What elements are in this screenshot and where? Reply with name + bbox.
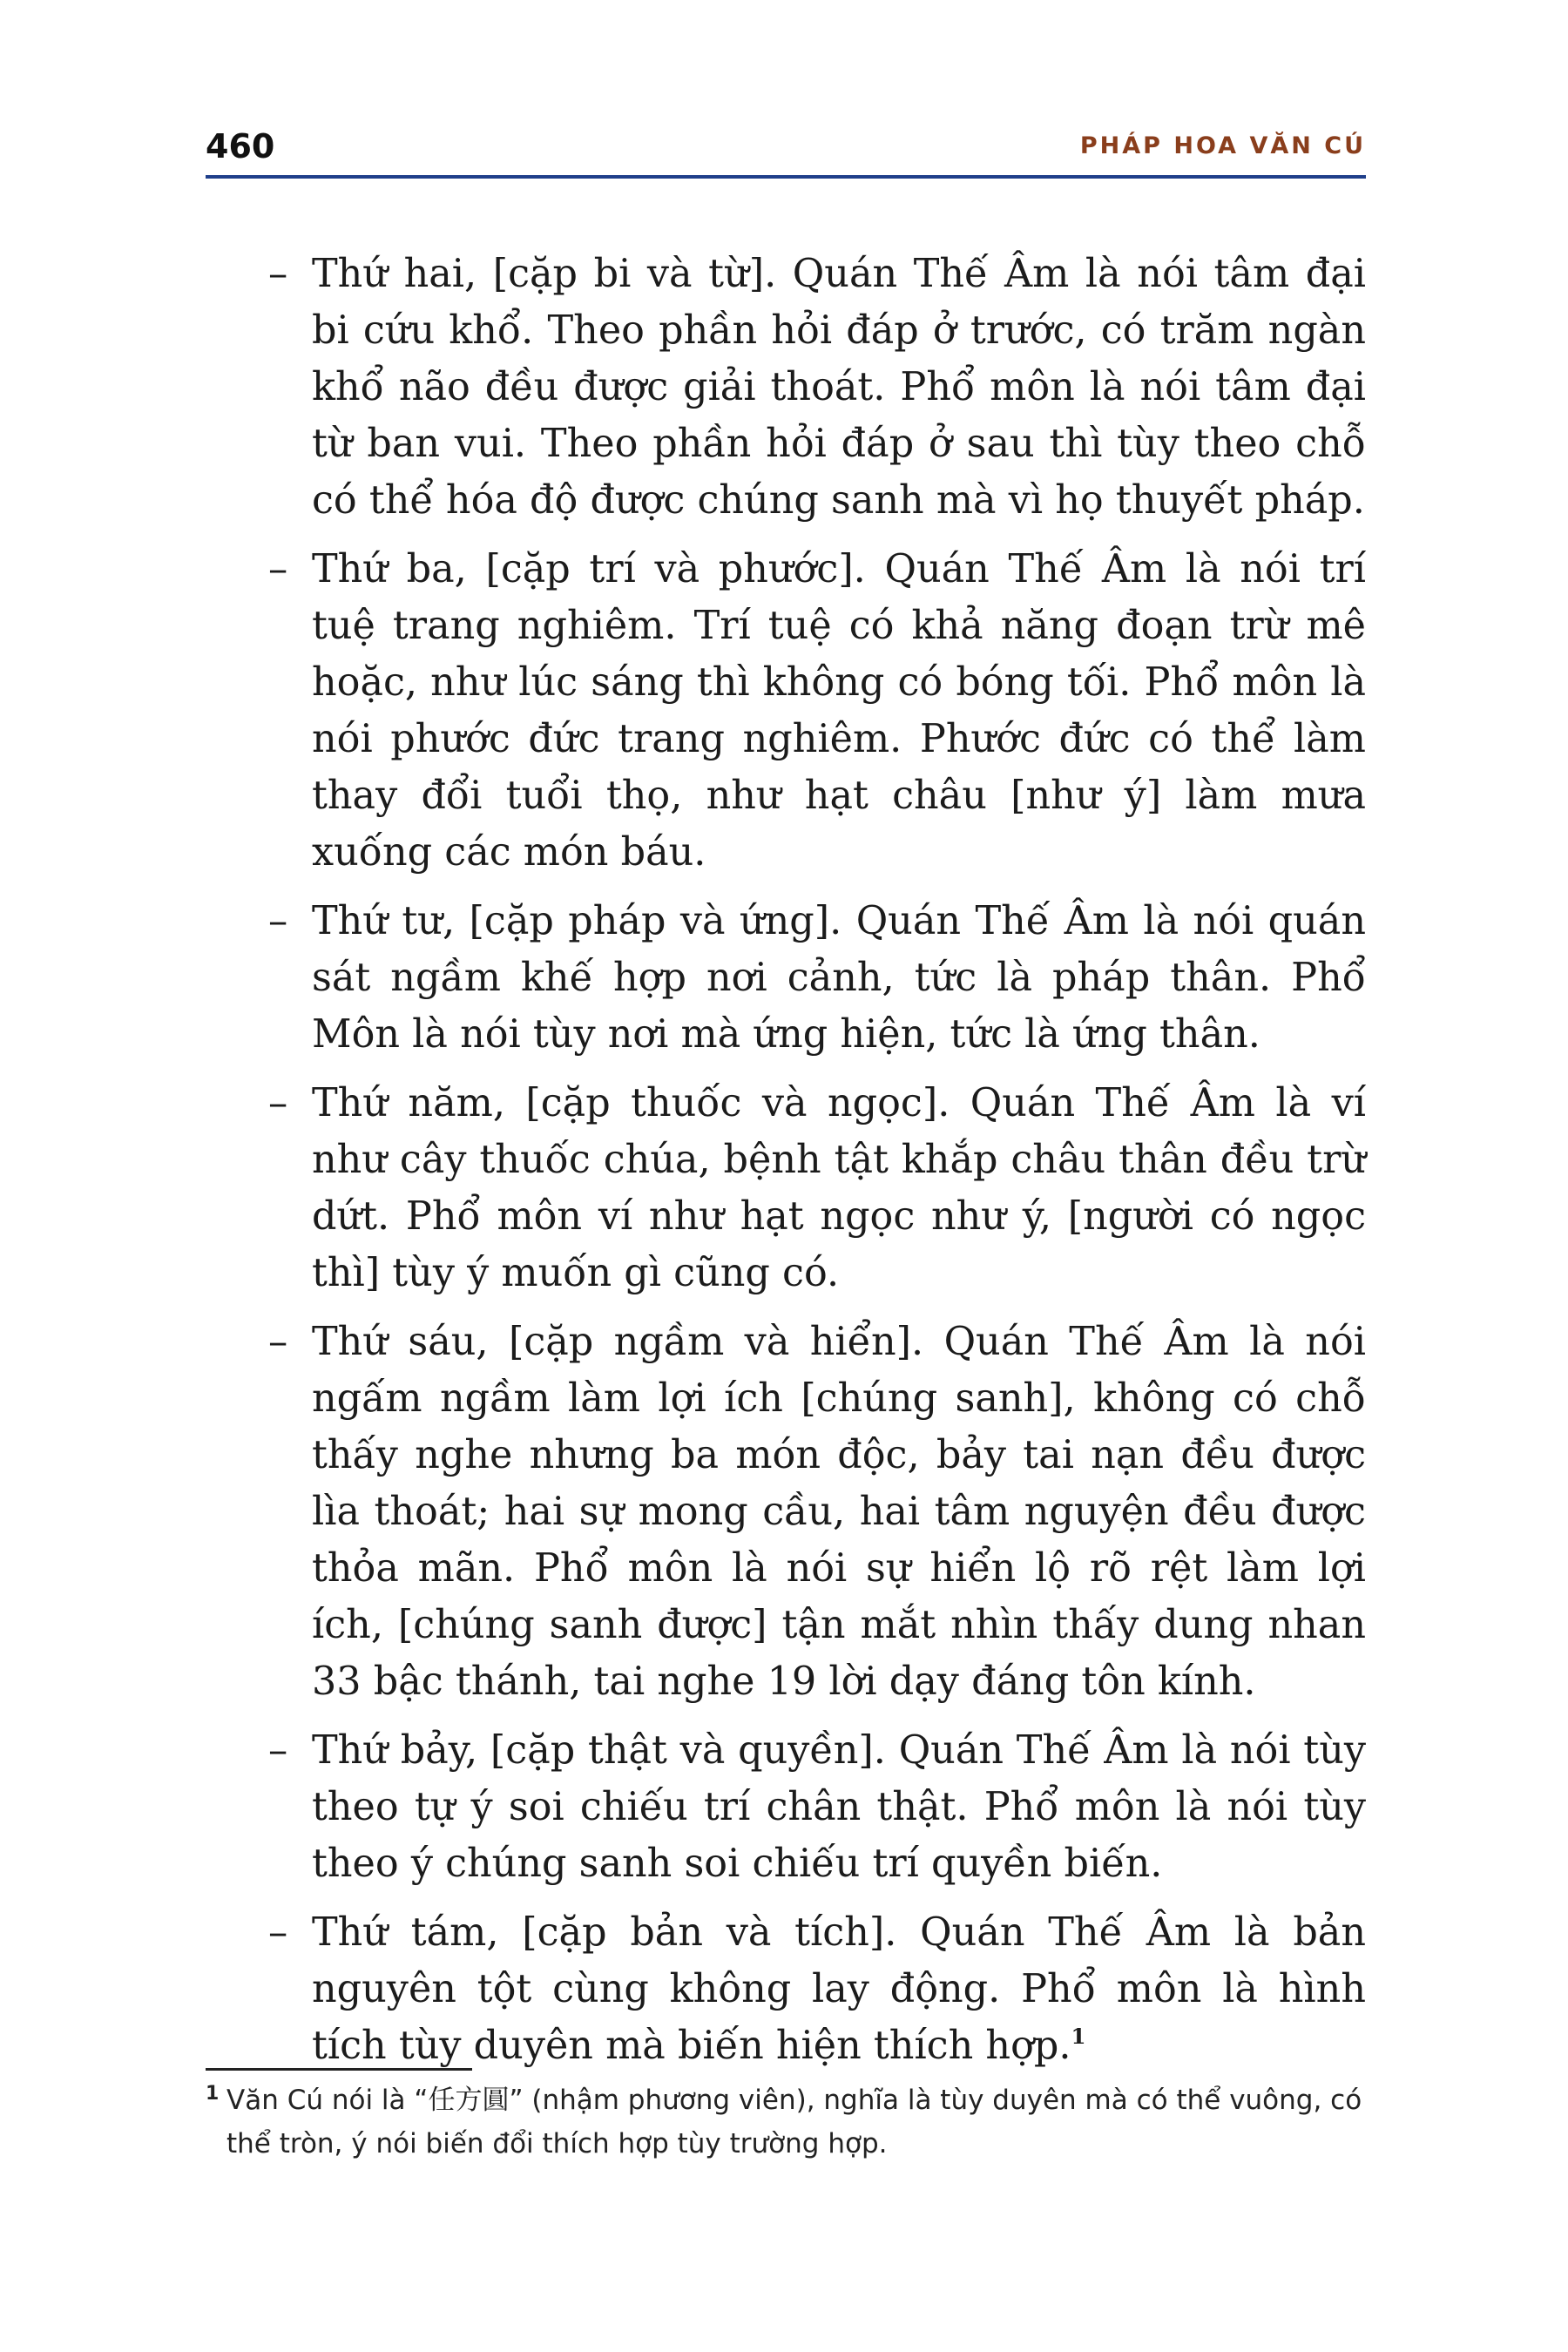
page-header xyxy=(206,120,1366,172)
footnote-reference[interactable]: 1 xyxy=(1071,2023,1086,2049)
list-item xyxy=(268,1075,1366,1301)
dash-marker: – xyxy=(268,252,288,296)
list-item xyxy=(268,1314,1366,1710)
dash-marker: – xyxy=(268,1910,288,1955)
running-title: PHÁP HOA VĂN CÚ xyxy=(1079,132,1366,159)
footnote-mark: 1 xyxy=(206,2083,220,2105)
body-text xyxy=(268,246,1366,2086)
item-text: Thứ ba, [cặp trí và phước]. Quán Thế Âm là nói trí tuệ trang nghiêm. Trí tuệ có khả năng đoạn trừ mê hoặc, như lúc sáng thì không có bóng tối. Phổ môn là nói phước đức trang nghiêm. Phước đức có thể làm thay đổi tuổi thọ, như hạt châu [như ý] làm mưa xuống các món báu. xyxy=(312,547,1366,875)
footnote-rule xyxy=(206,2068,472,2071)
dash-marker: – xyxy=(268,1728,288,1773)
item-text: Thứ bảy, [cặp thật và quyền]. Quán Thế Âm là nói tùy theo tự ý soi chiếu trí chân thật. Phổ môn là nói tùy theo ý chúng sanh soi chiếu trí quyền biến. xyxy=(312,1728,1366,1886)
dash-marker: – xyxy=(268,547,288,591)
item-text: Thứ tám, [cặp bản và tích]. Quán Thế Âm là bản nguyên tột cùng không lay động. Phổ môn là hình tích tùy duyên mà biến hiện thích hợp. xyxy=(312,1910,1366,2068)
list-item xyxy=(268,893,1366,1063)
list-item xyxy=(268,1904,1366,2074)
item-text: Thứ năm, [cặp thuốc và ngọc]. Quán Thế Âm là ví như cây thuốc chúa, bệnh tật khắp châu thân đều trừ dứt. Phổ môn ví như hạt ngọc như ý, [người có ngọc thì] tùy ý muốn gì cũng có. xyxy=(312,1081,1366,1295)
item-text: Thứ sáu, [cặp ngầm và hiển]. Quán Thế Âm là nói ngấm ngầm làm lợi ích [chúng sanh], không có chỗ thấy nghe nhưng ba món độc, bảy tai nạn đều được lìa thoát; hai sự mong cầu, hai tâm nguyện đều được thỏa mãn. Phổ môn là nói sự hiển lộ rõ rệt làm lợi ích, [chúng sanh được] tận mắt nhìn thấy dung nhan 33 bậc thánh, tai nghe 19 lời dạy đáng tôn kính. xyxy=(312,1320,1366,1704)
dash-marker: – xyxy=(268,899,288,943)
footnote xyxy=(206,2078,1366,2166)
list-item xyxy=(268,541,1366,881)
item-text: Thứ tư, [cặp pháp và ứng]. Quán Thế Âm là nói quán sát ngầm khế hợp nơi cảnh, tức là pháp thân. Phổ Môn là nói tùy nơi mà ứng hiện, tức là ứng thân. xyxy=(312,899,1366,1057)
item-text: Thứ hai, [cặp bi và từ]. Quán Thế Âm là nói tâm đại bi cứu khổ. Theo phần hỏi đáp ở trước, có trăm ngàn khổ não đều được giải thoát. Phổ môn là nói tâm đại từ ban vui. Theo phần hỏi đáp ở sau thì tùy theo chỗ có thể hóa độ được chúng sanh mà vì họ thuyết pháp. xyxy=(312,252,1366,523)
list-item xyxy=(268,1722,1366,1892)
footnote-text: Văn Cú nói là “任方圓” (nhậm phương viên), nghĩa là tùy duyên mà có thể vuông, có thể tròn, ý nói biến đổi thích hợp tùy trường hợp. xyxy=(226,2085,1362,2159)
dash-marker: – xyxy=(268,1320,288,1364)
header-rule xyxy=(206,175,1366,179)
list-item xyxy=(268,246,1366,529)
dash-marker: – xyxy=(268,1081,288,1125)
page-number: 460 xyxy=(206,127,275,166)
